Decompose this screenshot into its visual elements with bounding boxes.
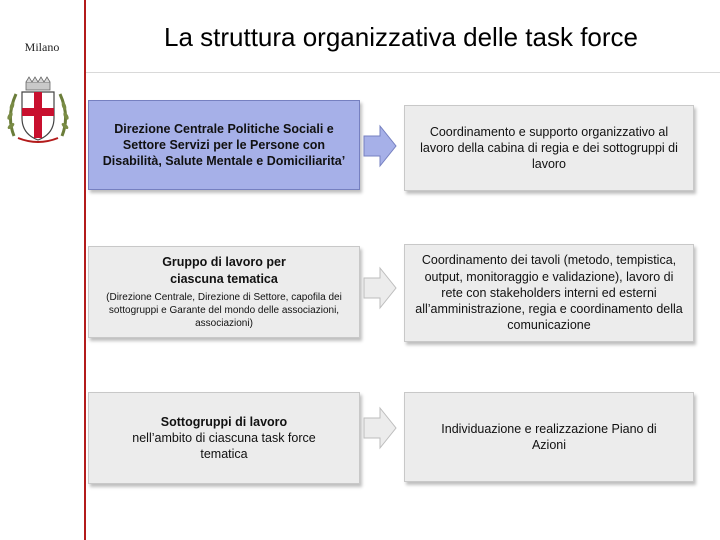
milano-crest-icon: [4, 76, 72, 146]
box-coordinamento-supporto-text: Coordinamento e supporto organizzativo al lavoro della cabina di regia e dei sottogruppi di lavoro: [420, 124, 678, 172]
box-coordinamento-tavoli-text: Coordinamento dei tavoli (metodo, tempistica, output, monitoraggio e validazione), lavoro di rete con stakeholders interni ed esterni all’amministrazione, regia e coordinamento della comunicazione: [415, 253, 683, 333]
box-gruppo-lavoro-title: Gruppo di lavoro per ciascuna tematica: [162, 255, 286, 286]
box-gruppo-lavoro-detail: (Direzione Centrale, Direzione di Settore, capofila dei sottogruppi e Garante del mondo delle associazioni, associazioni): [106, 291, 342, 329]
box-coordinamento-supporto: [404, 105, 694, 191]
sidebar-divider: [84, 0, 86, 540]
box-sottogruppi-detail: nell’ambito di ciascuna task force tematica: [132, 430, 316, 462]
box-sottogruppi: [88, 392, 360, 484]
sidebar: [0, 0, 84, 540]
box-direzione-centrale-text: Direzione Centrale Politiche Sociali e Settore Servizi per le Persone con Disabilità, Salute Mentale e Domiciliarita’: [102, 121, 346, 169]
box-piano-azioni: [404, 392, 694, 482]
arrow-right-icon: [362, 406, 398, 450]
arrow-right-icon: [362, 124, 398, 168]
box-coordinamento-tavoli: [404, 244, 694, 342]
page-title: La struttura organizzativa delle task force: [163, 22, 639, 52]
box-piano-azioni-text: Individuazione e realizzazione Piano di Azioni: [441, 421, 657, 452]
brand-name: Milano: [24, 40, 60, 54]
box-sottogruppi-title: Sottogruppi di lavoro: [160, 414, 288, 429]
box-direzione-centrale: [88, 100, 360, 190]
arrow-right-icon: [362, 266, 398, 310]
title-divider: [86, 72, 720, 73]
box-gruppo-lavoro: [88, 246, 360, 338]
